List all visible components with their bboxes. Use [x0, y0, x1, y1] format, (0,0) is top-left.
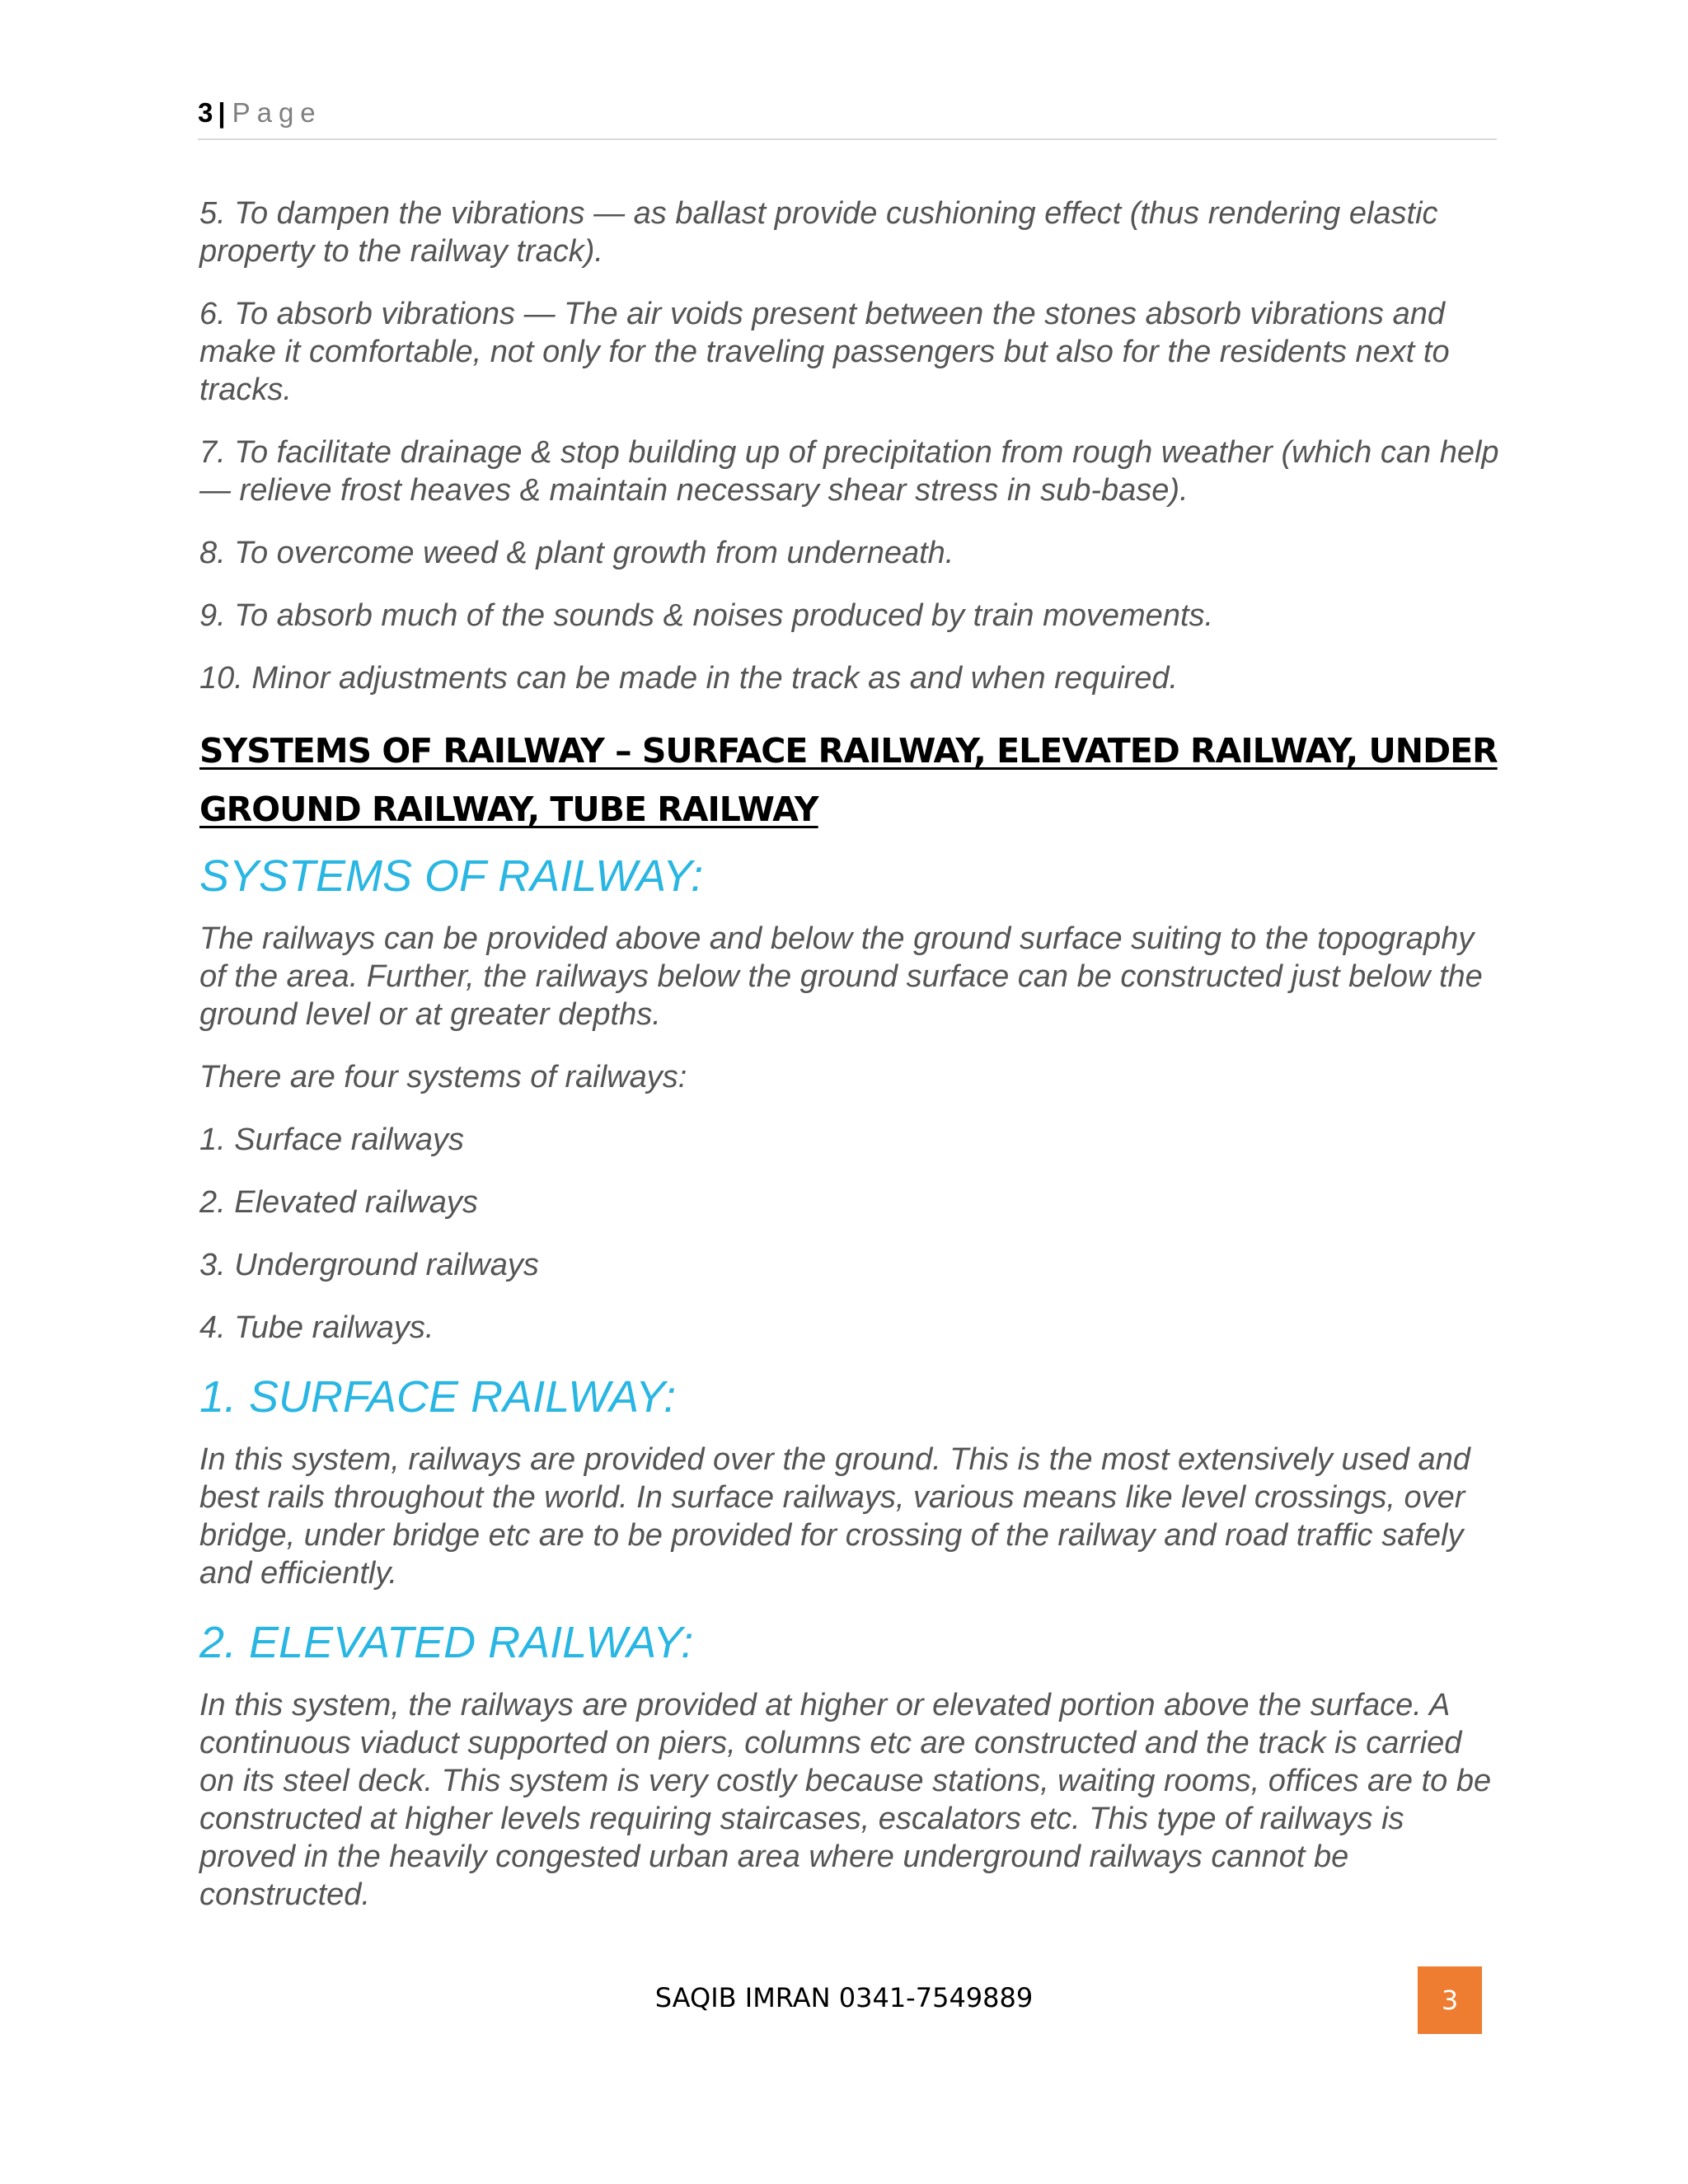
- list-item: 9. To absorb much of the sounds & noises produced by train movements.: [199, 598, 1214, 633]
- systems-lead: There are four systems of railways:: [199, 1060, 687, 1094]
- header-separator: |: [218, 97, 226, 128]
- header-page-word: Page: [232, 97, 322, 128]
- elevated-railway-heading: 2. ELEVATED RAILWAY:: [199, 1618, 694, 1667]
- list-item: 7. To facilitate drainage & stop building up of precipitation from rough weather (which can help — relieve frost heaves & maintain necessary shear stress in sub-base).: [199, 435, 1499, 508]
- systems-heading: SYSTEMS OF RAILWAY:: [199, 851, 704, 901]
- list-item: 6. To absorb vibrations — The air voids present between the stones absorb vibrations and make it comfortable, not only for the traveling passengers but also for the residents next to tracks.: [199, 297, 1450, 407]
- systems-item: 4. Tube railways.: [199, 1310, 434, 1345]
- page-content: [199, 194, 1502, 1938]
- systems-item: 3. Underground railways: [199, 1248, 539, 1282]
- surface-railway-text: In this system, railways are provided over the ground. This is the most extensively used and best rails throughout the world. In surface railways, various means like level crossings, over bridge, under bridge etc are to be provided for crossing of the railway and road traffic safely and efficiently.: [199, 1442, 1470, 1591]
- list-item: 8. To overcome weed & plant growth from underneath.: [199, 536, 954, 570]
- systems-intro: The railways can be provided above and below the ground surface suiting to the topography of the area. Further, the railways below the ground surface can be constructed just below the ground level or at greater depths.: [199, 921, 1483, 1032]
- systems-item: 1. Surface railways: [199, 1122, 465, 1157]
- page-header: [198, 97, 1497, 140]
- list-item: 10. Minor adjustments can be made in the track as and when required.: [199, 661, 1179, 696]
- section-heading: SYSTEMS OF RAILWAY – SURFACE RAILWAY, ELEVATED RAILWAY, UNDER GROUND RAILWAY, TUBE RAILWAY: [199, 731, 1498, 829]
- footer-page-number-box: 3: [1418, 1966, 1482, 2034]
- list-item: 5. To dampen the vibrations — as ballast provide cushioning effect (thus rendering elastic property to the railway track).: [199, 196, 1438, 269]
- footer-author: SAQIB IMRAN 0341-7549889: [654, 1982, 1034, 2013]
- surface-railway-heading: 1. SURFACE RAILWAY:: [199, 1372, 677, 1422]
- header-page-number: 3: [198, 97, 213, 128]
- systems-item: 2. Elevated railways: [199, 1185, 478, 1220]
- elevated-railway-text: In this system, the railways are provided at higher or elevated portion above the surface. A continuous viaduct supported on piers, columns etc are constructed and the track is carried on its steel deck. This system is very costly because stations, waiting rooms, offices are to be constructed at higher levels requiring staircases, escalators etc. This type of railways is proved in the heavily congested urban area where underground railways cannot be constructed.: [199, 1688, 1492, 1912]
